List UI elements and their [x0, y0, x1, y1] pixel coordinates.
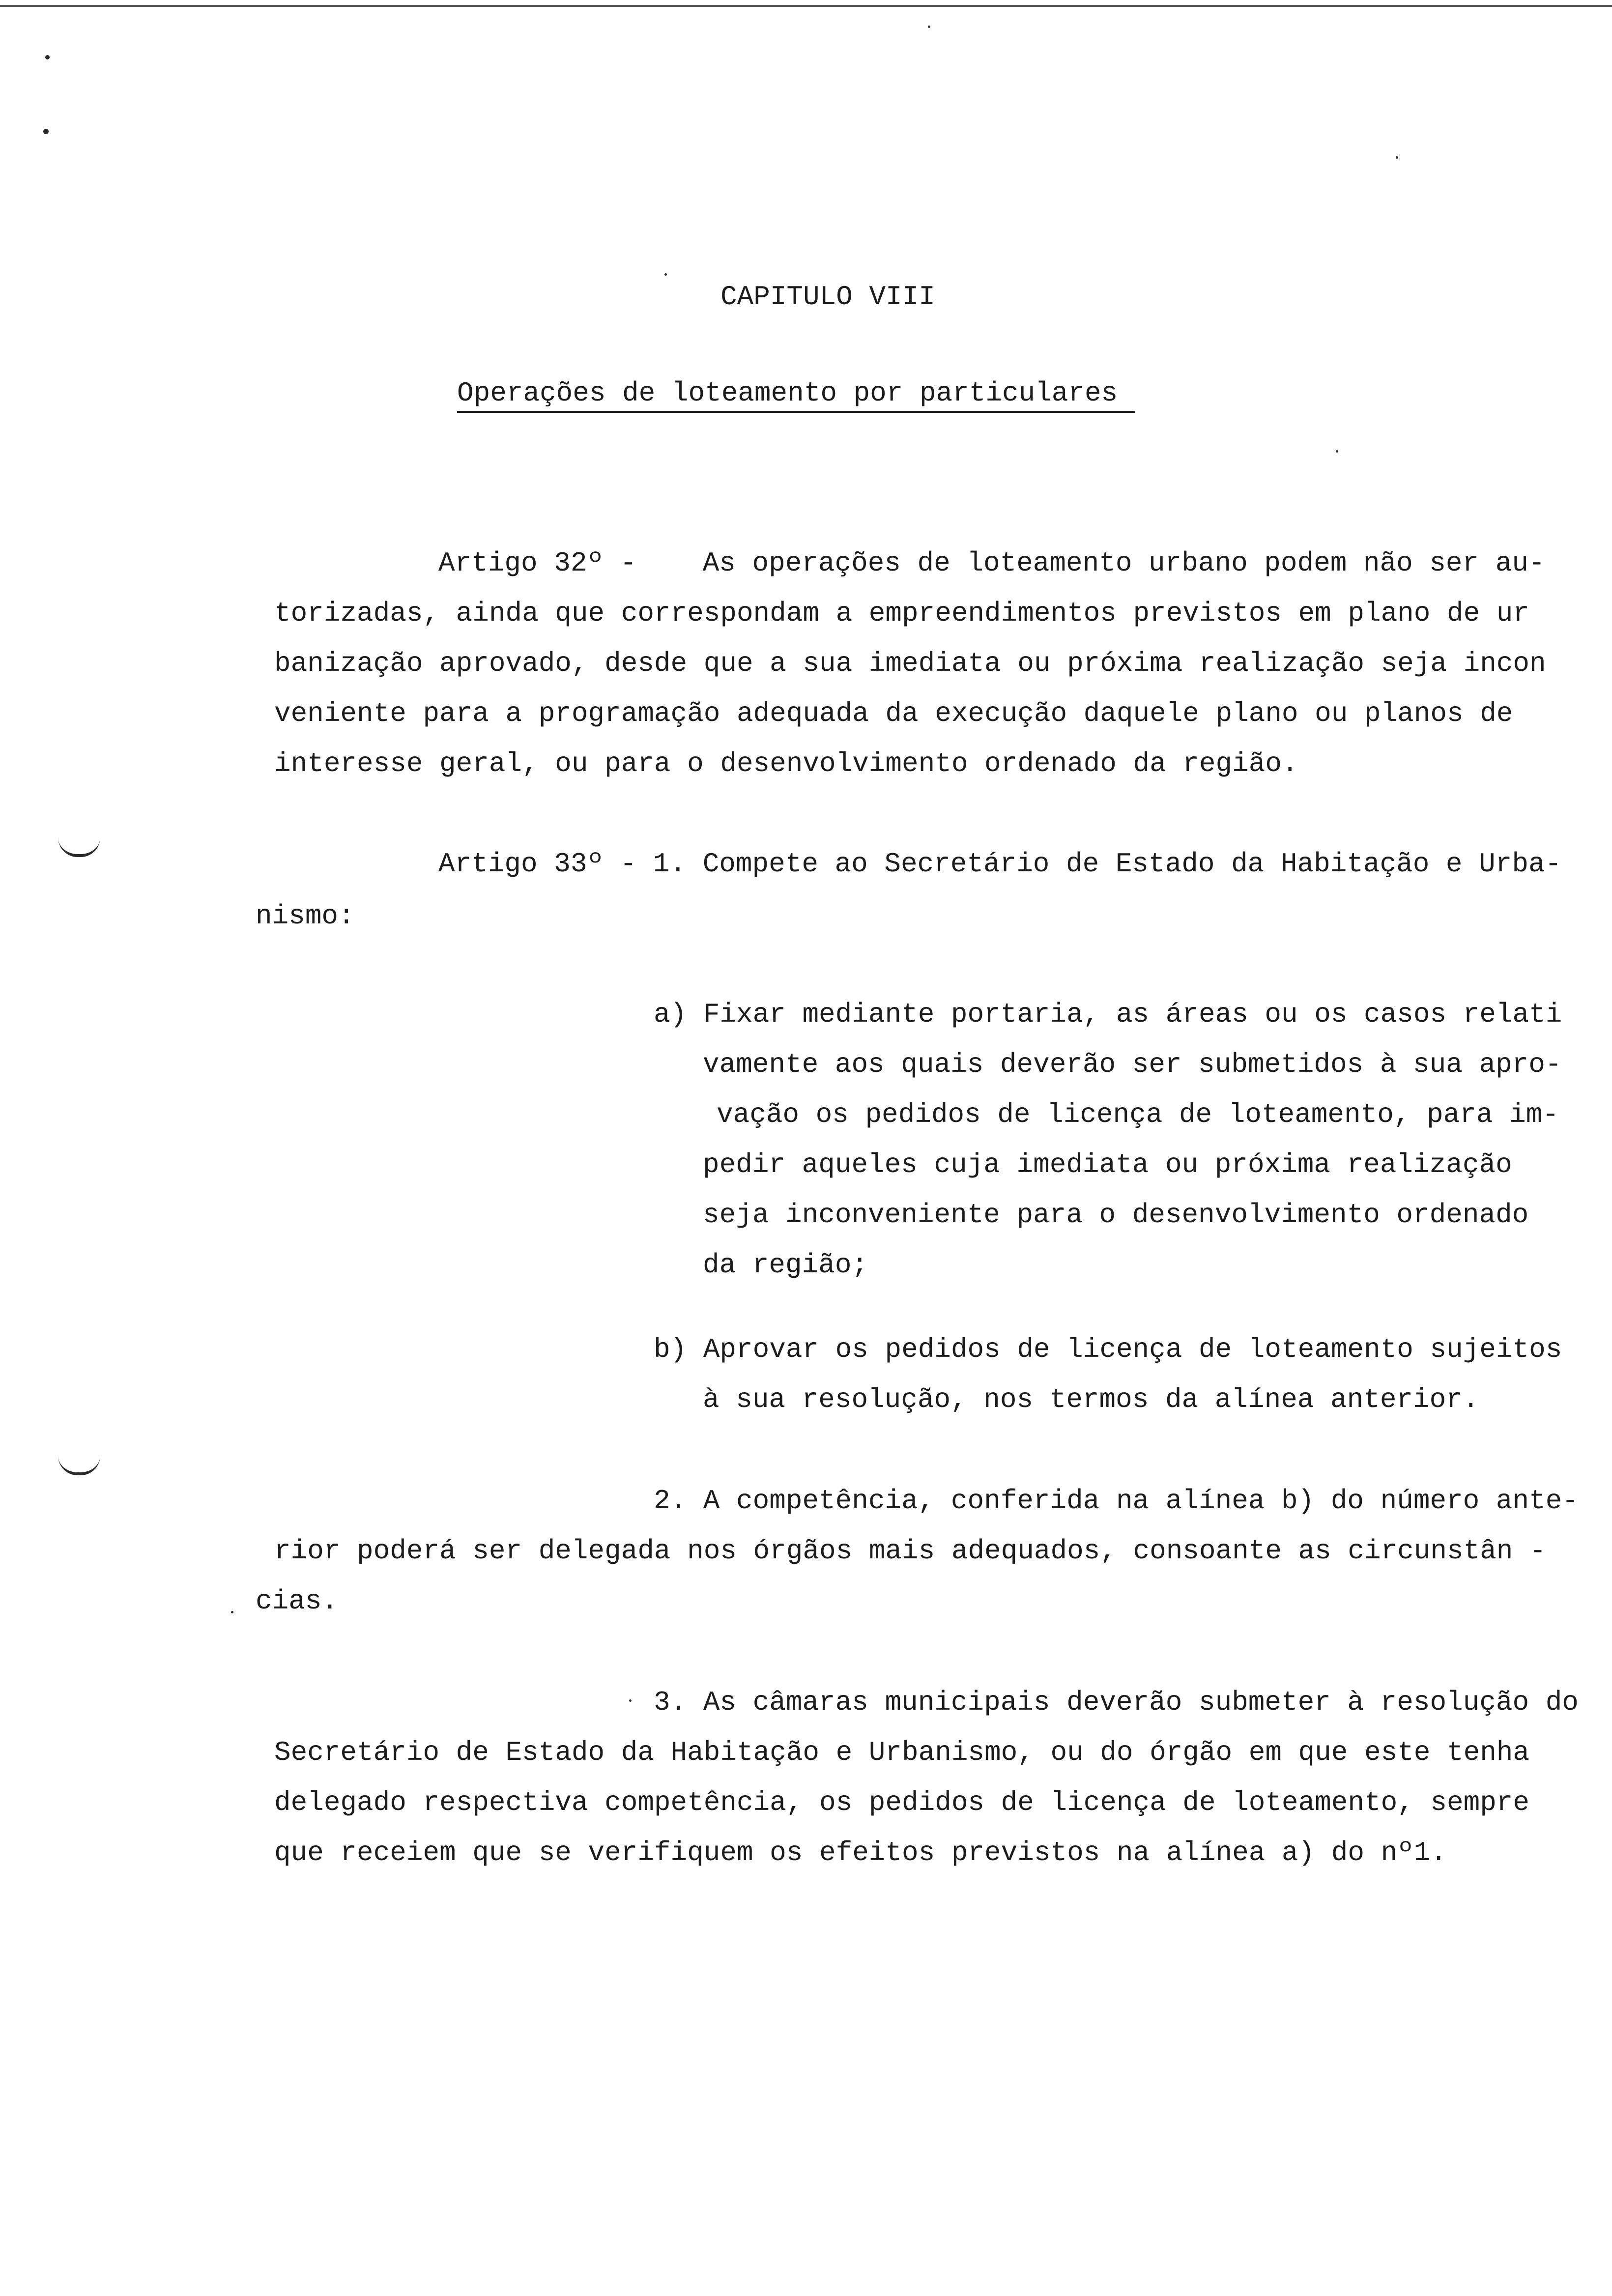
item-a-line: vamente aos quais deverão ser submetidos à sua apro-	[703, 1049, 1562, 1080]
para3-line: que receiem que se verifiquem os efeitos previstos na alínea a) do nº1.	[274, 1837, 1447, 1868]
scan-speck	[43, 129, 49, 134]
art32-line: banização aprovado, desde que a sua imediata ou próxima realização seja incon	[274, 648, 1546, 679]
item-a-line: vação os pedidos de licença de loteamento, para im-	[717, 1099, 1559, 1130]
item-b-line: b) Aprovar os pedidos de licença de loteamento sujeitos	[654, 1334, 1562, 1365]
scan-speck	[928, 26, 930, 28]
punch-hole-mark	[58, 837, 100, 857]
chapter-title: CAPITULO VIII	[720, 281, 935, 313]
para2-line: 2. A competência, conferida na alínea b) do número ante-	[654, 1485, 1579, 1517]
para3-line: Secretário de Estado da Habitação e Urbanismo, ou do órgão em que este tenha	[274, 1737, 1530, 1768]
scan-speck	[1336, 450, 1338, 453]
para2-line: rior poderá ser delegada nos órgãos mais adequados, consoante as circunstân -	[274, 1535, 1546, 1567]
scan-speck	[45, 55, 50, 59]
scan-speck	[629, 1699, 632, 1702]
item-a-line: a) Fixar mediante portaria, as áreas ou os casos relati	[654, 999, 1562, 1030]
art32-line: Artigo 32º - As operações de loteamento urbano podem não ser au-	[438, 547, 1545, 579]
para2-line: cias.	[256, 1585, 339, 1617]
scan-speck	[1396, 156, 1398, 159]
top-scan-border	[0, 5, 1612, 7]
art32-line: interesse geral, ou para o desenvolvimento ordenado da região.	[274, 748, 1298, 779]
punch-hole-mark	[58, 1456, 100, 1475]
scan-speck	[664, 273, 667, 276]
item-a-line: da região;	[703, 1249, 868, 1281]
item-b-line: à sua resolução, nos termos da alínea anterior.	[703, 1384, 1479, 1415]
art33-intro-line: nismo:	[256, 900, 355, 932]
art33-intro-line: Artigo 33º - 1. Compete ao Secretário de Estado da Habitação e Urba-	[438, 848, 1562, 880]
art32-line: veniente para a programação adequada da execução daquele plano ou planos de	[274, 698, 1513, 729]
para3-line: 3. As câmaras municipais deverão submeter à resolução do	[654, 1687, 1579, 1718]
art32-line: torizadas, ainda que correspondam a empreendimentos previstos em plano de ur	[274, 598, 1530, 629]
section-title: Operações de loteamento por particulares	[457, 377, 1135, 413]
para3-line: delegado respectiva competência, os pedidos de licença de loteamento, sempre	[274, 1787, 1530, 1818]
scan-speck	[231, 1611, 233, 1613]
item-a-line: pedir aqueles cuja imediata ou próxima realização	[703, 1149, 1512, 1180]
item-a-line: seja inconveniente para o desenvolvimento ordenado	[703, 1199, 1529, 1231]
